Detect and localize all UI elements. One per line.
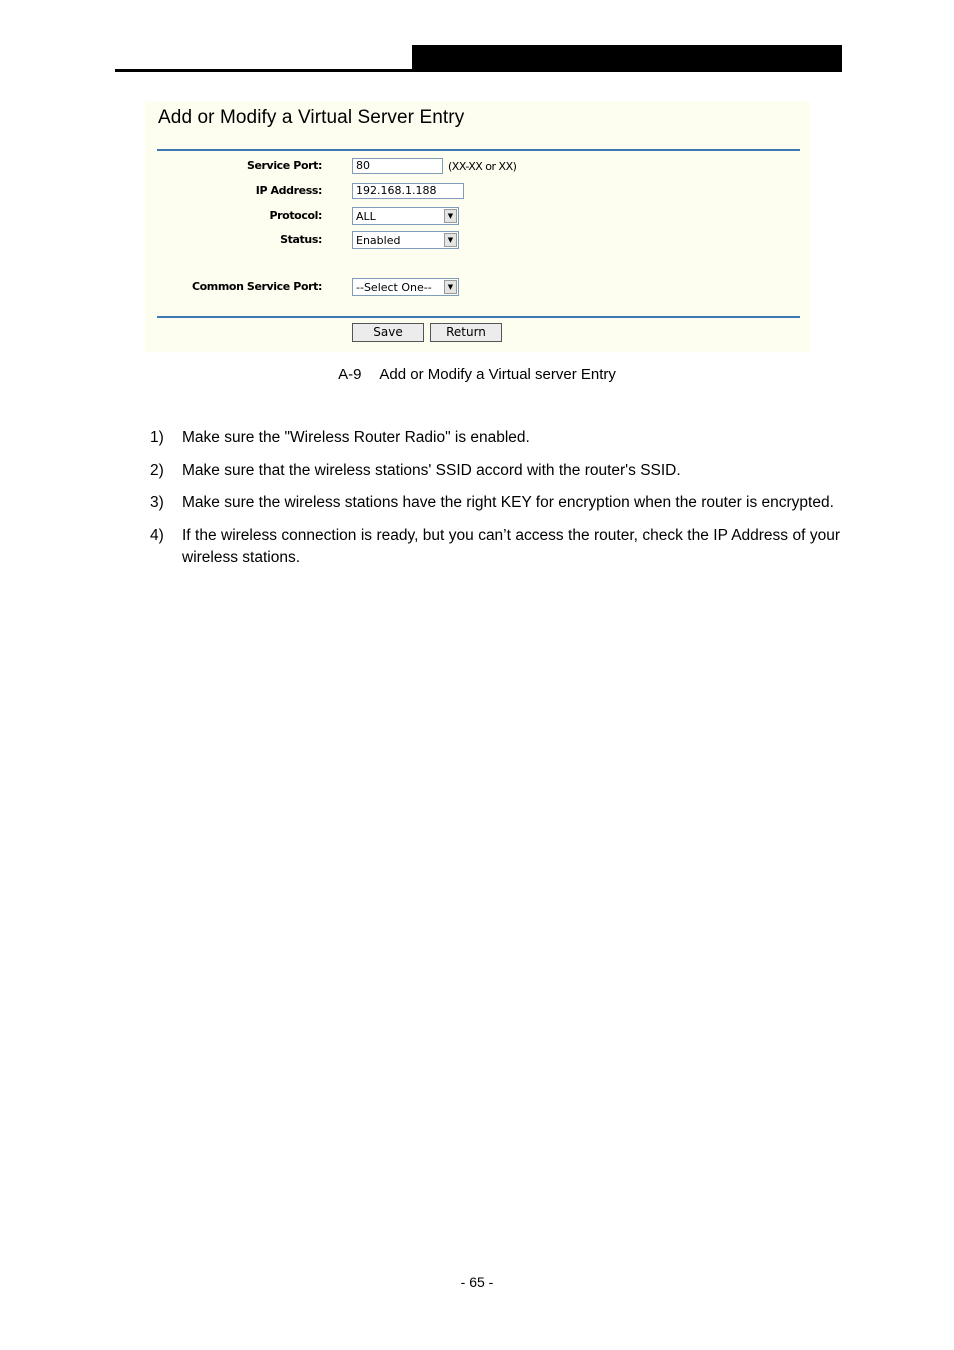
service-port-input[interactable]: 80 xyxy=(352,158,443,174)
protocol-value: ALL xyxy=(356,210,376,223)
list-item-text: Make sure the wireless stations have the right KEY for encryption when the router is encrypted. xyxy=(182,494,834,511)
figure-caption xyxy=(0,366,954,383)
list-item xyxy=(150,427,840,450)
virtual-server-panel xyxy=(145,101,810,352)
header-bar xyxy=(412,45,842,72)
troubleshooting-list xyxy=(150,427,840,580)
list-item-number: 1) xyxy=(150,429,164,446)
chevron-down-icon[interactable]: ▼ xyxy=(444,280,457,294)
top-divider xyxy=(157,149,800,151)
save-button[interactable]: Save xyxy=(352,323,424,342)
common-service-port-label: Common Service Port: xyxy=(191,280,322,293)
common-service-port-value: --Select One-- xyxy=(356,281,432,294)
figure-caption-text: Add or Modify a Virtual server Entry xyxy=(379,366,616,383)
chevron-down-icon[interactable]: ▼ xyxy=(444,209,457,223)
list-item-text: Make sure that the wireless stations' SSID accord with the router's SSID. xyxy=(182,461,681,479)
service-port-label: Service Port: xyxy=(246,159,322,172)
list-item-number: 3) xyxy=(150,494,164,511)
panel-title: Add or Modify a Virtual Server Entry xyxy=(158,107,465,128)
list-item xyxy=(150,492,840,515)
list-item xyxy=(150,460,840,483)
header-rule xyxy=(115,69,413,72)
status-value: Enabled xyxy=(356,234,401,247)
list-item-number: 2) xyxy=(150,461,164,479)
bottom-divider xyxy=(157,316,800,318)
return-button[interactable]: Return xyxy=(430,323,502,342)
ip-address-input[interactable]: 192.168.1.188 xyxy=(352,183,464,199)
protocol-select[interactable] xyxy=(352,207,459,225)
status-select[interactable] xyxy=(352,231,459,249)
list-item-number: 4) xyxy=(150,526,164,544)
list-item xyxy=(150,525,840,570)
figure-number: A-9 xyxy=(338,366,362,383)
ip-address-label: IP Address: xyxy=(255,184,322,197)
list-item-text: If the wireless connection is ready, but you can’t access the router, check the IP Address of your wireless stations. xyxy=(182,526,840,566)
common-service-port-select[interactable] xyxy=(352,278,459,296)
page-number: - 65 - xyxy=(460,1274,494,1290)
chevron-down-icon[interactable]: ▼ xyxy=(444,233,457,247)
status-label: Status: xyxy=(280,233,322,246)
protocol-label: Protocol: xyxy=(269,209,322,222)
list-item-text: Make sure the "Wireless Router Radio" is enabled. xyxy=(182,429,530,446)
service-port-hint: (XX-XX or XX) xyxy=(448,160,517,173)
